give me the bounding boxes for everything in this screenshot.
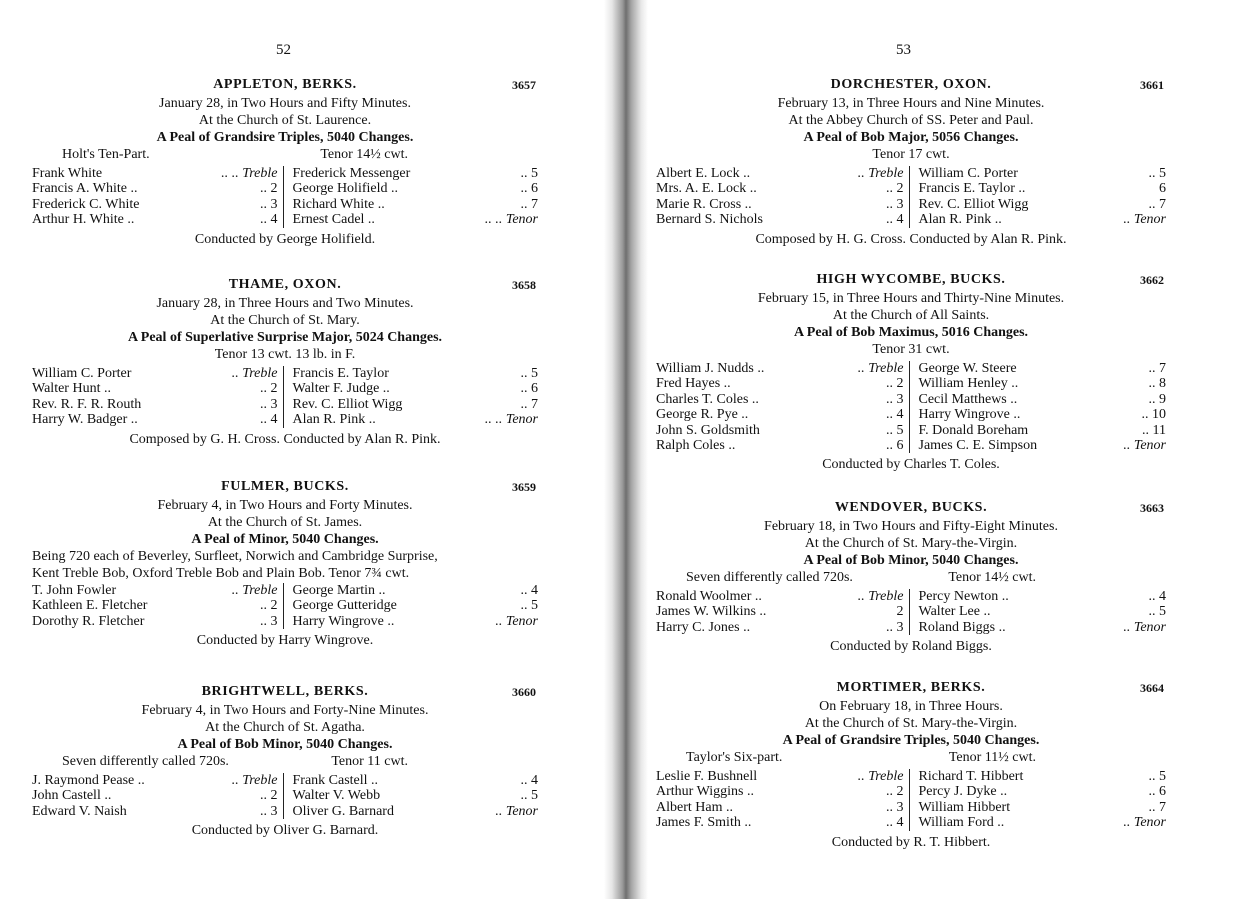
ringer-row	[919, 166, 1167, 181]
ringers-column	[284, 773, 539, 819]
ringer-name: Walter Lee ..	[918, 604, 991, 620]
peal-heading	[656, 680, 1166, 698]
left-page	[0, 0, 618, 899]
ringer-row	[919, 769, 1167, 784]
ringers-column	[656, 166, 910, 228]
peal-number: 3663	[1140, 501, 1164, 515]
ringer-name: Ronald Woolmer ..	[656, 589, 762, 604]
ringer-row	[32, 614, 278, 629]
ringer-bell: .. 10	[1141, 407, 1166, 423]
ringer-bell: .. 6	[520, 381, 538, 397]
peal-place: WENDOVER, BUCKS.	[834, 500, 988, 515]
ringer-name: Percy J. Dyke ..	[918, 784, 1008, 800]
ringer-name: John Castell ..	[32, 788, 112, 804]
tenor-weight: Tenor 11½ cwt.	[948, 750, 1036, 765]
ringer-row	[32, 366, 278, 381]
peal-date: February 18, in Two Hours and Fifty-Eight Minutes.	[764, 519, 1058, 534]
ringer-bell: .. 2	[886, 181, 904, 197]
ringer-bell: .. 3	[260, 803, 278, 819]
ringer-bell: .. 5	[1148, 604, 1166, 620]
ringer-name: Charles T. Coles ..	[656, 391, 759, 407]
methods-note: Being 720 each of Beverley, Surfleet, Norwich and Cambridge Surprise,	[32, 549, 438, 564]
conductor-line: Conducted by George Holifield.	[194, 231, 376, 247]
ringers-column	[910, 361, 1167, 453]
ringer-bell: .. 7	[520, 396, 538, 412]
ringer-row	[919, 438, 1167, 453]
ringer-row	[32, 412, 278, 427]
ringer-bell: .. 4	[886, 407, 904, 423]
ringer-row	[656, 166, 904, 181]
ringer-row	[656, 197, 904, 212]
ringer-name: Percy Newton ..	[918, 589, 1009, 604]
ringer-bell: .. 5	[1148, 769, 1166, 784]
tenor-weight: Tenor 11 cwt.	[331, 754, 408, 769]
ringer-row	[656, 800, 904, 815]
peal-title: A Peal of Bob Minor, 5040 Changes.	[803, 553, 1019, 568]
ringer-bell: .. Treble	[231, 366, 278, 381]
ringer-row	[32, 397, 278, 412]
ringers-list	[656, 166, 1166, 228]
ringer-row	[293, 788, 539, 803]
composition-note: Taylor's Six-part.	[686, 750, 783, 765]
ringer-bell: .. Tenor	[495, 803, 538, 819]
ringer-row	[656, 769, 904, 784]
peal-date: January 28, in Two Hours and Fifty Minutes.	[159, 96, 411, 111]
ringer-name: Walter V. Webb	[292, 788, 381, 804]
ringers-column	[656, 769, 910, 831]
ringer-row	[656, 423, 904, 438]
ringer-bell: 2	[896, 604, 904, 620]
peal-number: 3664	[1140, 681, 1164, 695]
peal-number: 3657	[512, 78, 536, 92]
ringers-list	[32, 366, 538, 428]
ringer-bell: .. 5	[520, 598, 538, 614]
ringer-row	[919, 407, 1167, 422]
ringer-row	[919, 423, 1167, 438]
ringer-name: Edward V. Naish	[32, 803, 127, 819]
ringer-name: Harry W. Badger ..	[32, 412, 138, 428]
peal-church: At the Church of St. Mary-the-Virgin.	[804, 536, 1018, 551]
ringer-bell: .. Treble	[857, 361, 904, 376]
peal-heading	[32, 77, 538, 95]
peal-number: 3658	[512, 278, 536, 292]
tenor-weight: Tenor 31 cwt.	[872, 342, 950, 357]
ringer-name: Frank White	[32, 166, 103, 181]
ringer-name: Walter F. Judge ..	[292, 381, 390, 397]
peal-church: At the Church of St. James.	[207, 515, 363, 530]
page-number: 53	[896, 42, 911, 58]
ringer-bell: .. Treble	[231, 773, 278, 788]
ringer-bell: .. 2	[260, 181, 278, 197]
ringer-row	[32, 181, 278, 196]
ringer-bell: .. 4	[260, 212, 278, 228]
ringers-column	[910, 769, 1167, 831]
ringer-name: Oliver G. Barnard	[292, 803, 394, 819]
ringer-name: Rev. R. F. R. Routh	[32, 396, 142, 412]
ringer-name: Richard White ..	[292, 196, 385, 212]
ringer-bell: .. Treble	[857, 166, 904, 181]
ringer-row	[656, 589, 904, 604]
ringer-row	[919, 589, 1167, 604]
conductor-line: Conducted by Charles T. Coles.	[822, 457, 1000, 473]
peal-heading	[656, 272, 1166, 290]
ringer-row	[919, 392, 1167, 407]
ringer-row	[32, 381, 278, 396]
tenor-weight: Tenor 13 cwt. 13 lb. in F.	[214, 347, 356, 362]
ringer-bell: .. .. Treble	[221, 166, 278, 181]
page-number: 52	[276, 42, 291, 58]
ringers-list	[656, 769, 1166, 831]
ringer-row	[32, 788, 278, 803]
peal-record	[32, 277, 538, 448]
ringer-bell: .. .. Tenor	[484, 212, 538, 228]
peal-place: HIGH WYCOMBE, BUCKS.	[816, 272, 1006, 287]
ringer-row	[293, 166, 539, 181]
ringer-name: Francis E. Taylor	[292, 366, 389, 381]
ringer-name: Kathleen E. Fletcher	[32, 598, 148, 614]
peal-heading	[32, 277, 538, 295]
peal-record	[32, 77, 538, 248]
peal-date: February 4, in Two Hours and Forty-Nine Minutes.	[141, 703, 429, 718]
ringer-row	[656, 604, 904, 619]
ringers-column	[284, 583, 539, 629]
ringer-name: Arthur Wiggins ..	[656, 784, 754, 800]
ringer-name: Roland Biggs ..	[918, 619, 1006, 635]
peal-number: 3662	[1140, 273, 1164, 287]
conductor-line: Conducted by Oliver G. Barnard.	[191, 823, 379, 839]
ringer-name: Albert E. Lock ..	[656, 166, 751, 181]
ringer-bell: .. 5	[1148, 166, 1166, 181]
ringer-row	[32, 804, 278, 819]
ringers-column	[910, 166, 1167, 228]
ringer-row	[919, 604, 1167, 619]
ringer-bell: .. 9	[1148, 391, 1166, 407]
ringer-bell: .. 7	[520, 196, 538, 212]
peal-heading	[32, 479, 538, 497]
ringer-bell: .. 5	[886, 422, 904, 438]
ringer-bell: .. 4	[520, 773, 538, 788]
ringer-row	[32, 166, 278, 181]
ringer-row	[32, 598, 278, 613]
ringer-name: Bernard S. Nichols	[656, 212, 763, 228]
peal-place: MORTIMER, BERKS.	[836, 680, 986, 695]
peal-title: A Peal of Bob Minor, 5040 Changes.	[177, 737, 393, 752]
ringer-bell: .. Treble	[857, 589, 904, 604]
ringer-name: Frederick Messenger	[292, 166, 411, 181]
ringer-bell: .. 4	[260, 412, 278, 428]
peal-heading	[32, 684, 538, 702]
peal-church: At the Church of All Saints.	[832, 308, 990, 323]
ringer-bell: .. 5	[520, 788, 538, 804]
ringers-list	[32, 583, 538, 629]
ringer-row	[32, 773, 278, 788]
ringer-row	[32, 197, 278, 212]
ringer-name: George R. Pye ..	[656, 407, 749, 423]
peal-meta	[32, 147, 538, 163]
peal-record	[32, 479, 538, 649]
ringer-name: Francis E. Taylor ..	[918, 181, 1026, 197]
ringer-row	[919, 620, 1167, 635]
ringer-name: Arthur H. White ..	[32, 212, 135, 228]
peal-church: At the Abbey Church of SS. Peter and Paul.	[788, 113, 1034, 128]
ringers-column	[32, 366, 284, 428]
peal-number: 3660	[512, 685, 536, 699]
composition-note: Holt's Ten-Part.	[62, 147, 150, 162]
ringer-name: Walter Hunt ..	[32, 381, 111, 397]
ringer-bell: .. 4	[520, 583, 538, 598]
ringers-column	[656, 361, 910, 453]
ringers-list	[656, 589, 1166, 635]
ringer-row	[293, 804, 539, 819]
peal-record	[656, 500, 1166, 655]
ringer-name: Rev. C. Elliot Wigg	[918, 196, 1029, 212]
peal-heading	[656, 77, 1166, 95]
ringer-bell: .. .. Tenor	[484, 412, 538, 428]
peal-title: A Peal of Grandsire Triples, 5040 Changes.	[782, 733, 1040, 748]
ringer-bell: .. 3	[886, 799, 904, 815]
ringer-bell: .. Tenor	[495, 613, 538, 629]
ringer-bell: .. Tenor	[1123, 619, 1166, 635]
ringer-row	[656, 376, 904, 391]
ringer-row	[656, 620, 904, 635]
methods-note: Kent Treble Bob, Oxford Treble Bob and Plain Bob. Tenor 7¾ cwt.	[32, 566, 410, 581]
ringers-column	[910, 589, 1167, 635]
ringer-row	[293, 381, 539, 396]
ringer-row	[293, 181, 539, 196]
tenor-weight: Tenor 14½ cwt.	[948, 570, 1036, 585]
peal-record	[656, 680, 1166, 851]
peal-title: A Peal of Grandsire Triples, 5040 Changes.	[156, 130, 414, 145]
ringer-name: F. Donald Boreham	[918, 422, 1029, 438]
peal-date: February 13, in Three Hours and Nine Minutes.	[777, 96, 1045, 111]
conductor-line: Conducted by Harry Wingrove.	[196, 633, 374, 649]
composition-note: Seven differently called 720s.	[62, 754, 229, 769]
ringer-row	[656, 181, 904, 196]
ringer-bell: .. 7	[1148, 799, 1166, 815]
ringer-name: William Ford ..	[918, 815, 1005, 831]
ringer-row	[656, 407, 904, 422]
ringer-name: Rev. C. Elliot Wigg	[292, 396, 403, 412]
peal-place: DORCHESTER, OXON.	[830, 77, 992, 92]
peal-date: On February 18, in Three Hours.	[819, 699, 1003, 714]
peal-record	[656, 272, 1166, 473]
ringer-row	[293, 366, 539, 381]
peal-meta	[656, 570, 1166, 586]
ringer-row	[293, 212, 539, 227]
ringers-column	[32, 773, 284, 819]
ringer-bell: .. 3	[260, 396, 278, 412]
peal-meta	[32, 347, 538, 363]
ringer-name: Francis A. White ..	[32, 181, 138, 197]
ringer-name: Cecil Matthews ..	[918, 391, 1018, 407]
peal-place: FULMER, BUCKS.	[221, 479, 349, 494]
ringer-name: Richard T. Hibbert	[918, 769, 1024, 784]
ringer-name: Harry C. Jones ..	[656, 619, 751, 635]
ringer-row	[656, 784, 904, 799]
ringers-list	[32, 773, 538, 819]
peal-number: 3659	[512, 480, 536, 494]
peal-record	[656, 77, 1166, 248]
peal-meta	[656, 750, 1166, 766]
peal-church: At the Church of St. Agatha.	[205, 720, 365, 735]
ringer-row	[919, 197, 1167, 212]
right-page	[632, 0, 1250, 899]
peal-date: January 28, in Three Hours and Two Minutes.	[156, 296, 414, 311]
ringer-name: James W. Wilkins ..	[656, 604, 767, 620]
tenor-weight: Tenor 17 cwt.	[872, 147, 950, 162]
ringer-name: William J. Nudds ..	[656, 361, 765, 376]
peal-place: THAME, OXON.	[228, 277, 342, 292]
ringer-name: George W. Steere	[918, 361, 1017, 376]
ringer-bell: .. 3	[886, 619, 904, 635]
ringer-bell: .. 7	[1148, 361, 1166, 376]
ringer-bell: .. 8	[1148, 376, 1166, 392]
composition-note: Seven differently called 720s.	[686, 570, 853, 585]
ringer-name: Frederick C. White	[32, 196, 140, 212]
ringer-bell: .. Tenor	[1123, 212, 1166, 228]
ringer-name: J. Raymond Pease ..	[32, 773, 145, 788]
ringer-name: James C. E. Simpson	[918, 437, 1038, 453]
ringer-bell: .. 3	[260, 196, 278, 212]
ringer-name: George Holifield ..	[292, 181, 398, 197]
ringer-name: Harry Wingrove ..	[918, 407, 1021, 423]
peal-church: At the Church of St. Laurence.	[198, 113, 372, 128]
ringer-name: Frank Castell ..	[292, 773, 379, 788]
ringer-bell: .. 11	[1142, 422, 1166, 438]
peal-title: A Peal of Superlative Surprise Major, 5024 Changes.	[127, 330, 443, 345]
ringer-bell: .. 2	[886, 784, 904, 800]
ringer-row	[656, 392, 904, 407]
peal-number: 3661	[1140, 78, 1164, 92]
peal-meta	[656, 342, 1166, 358]
ringer-row	[656, 438, 904, 453]
ringer-name: William Hibbert	[918, 799, 1011, 815]
ringer-name: Harry Wingrove ..	[292, 613, 395, 629]
ringer-name: John S. Goldsmith	[656, 422, 760, 438]
ringer-row	[656, 212, 904, 227]
ringers-list	[656, 361, 1166, 453]
ringers-column	[284, 366, 539, 428]
ringer-name: George Gutteridge	[292, 598, 397, 614]
peal-heading	[656, 500, 1166, 518]
ringer-bell: .. 2	[260, 598, 278, 614]
peal-place: APPLETON, BERKS.	[213, 77, 357, 92]
ringer-name: Fred Hayes ..	[656, 376, 731, 392]
ringer-row	[293, 197, 539, 212]
peal-church: At the Church of St. Mary.	[210, 313, 360, 328]
ringers-column	[32, 583, 284, 629]
ringer-name: James F. Smith ..	[656, 815, 752, 831]
ringer-row	[293, 412, 539, 427]
ringer-row	[919, 212, 1167, 227]
ringer-name: Marie R. Cross ..	[656, 196, 752, 212]
ringer-row	[919, 784, 1167, 799]
peal-title: A Peal of Bob Major, 5056 Changes.	[803, 130, 1019, 145]
peal-title: A Peal of Bob Maximus, 5016 Changes.	[793, 325, 1029, 340]
peal-church: At the Church of St. Mary-the-Virgin.	[804, 716, 1018, 731]
ringer-bell: .. 4	[1148, 589, 1166, 604]
ringer-bell: .. Treble	[857, 769, 904, 784]
ringer-name: George Martin ..	[292, 583, 386, 598]
ringer-bell: .. 2	[886, 376, 904, 392]
peal-meta	[656, 147, 1166, 163]
ringer-bell: .. 2	[260, 381, 278, 397]
ringer-row	[919, 800, 1167, 815]
ringer-name: Alan R. Pink ..	[292, 412, 376, 428]
ringer-name: Alan R. Pink ..	[918, 212, 1002, 228]
ringer-bell: .. Tenor	[1123, 437, 1166, 453]
ringer-bell: 6	[1159, 181, 1166, 197]
ringer-row	[919, 376, 1167, 391]
ringer-bell: .. 6	[1148, 784, 1166, 800]
ringer-row	[919, 361, 1167, 376]
ringer-row	[656, 815, 904, 830]
conductor-line: Composed by H. G. Cross. Conducted by Alan R. Pink.	[755, 231, 1067, 247]
ringer-bell: .. 7	[1148, 196, 1166, 212]
ringer-name: William Henley ..	[918, 376, 1019, 392]
ringers-list	[32, 166, 538, 228]
peal-date: February 4, in Two Hours and Forty Minutes.	[157, 498, 413, 513]
ringer-row	[293, 773, 539, 788]
peal-meta	[32, 754, 538, 770]
peal-date: February 15, in Three Hours and Thirty-Nine Minutes.	[757, 291, 1065, 306]
conductor-line: Conducted by Roland Biggs.	[830, 639, 992, 655]
ringer-bell: .. 6	[886, 437, 904, 453]
ringer-name: William C. Porter	[918, 166, 1018, 181]
ringer-bell: .. Tenor	[1123, 815, 1166, 831]
peal-place: BRIGHTWELL, BERKS.	[201, 684, 369, 699]
ringer-bell: .. Treble	[231, 583, 278, 598]
ringer-name: Dorothy R. Fletcher	[32, 613, 145, 629]
ringer-name: Albert Ham ..	[656, 799, 733, 815]
conductor-line: Conducted by R. T. Hibbert.	[831, 834, 991, 850]
ringer-row	[32, 212, 278, 227]
ringer-bell: .. 6	[520, 181, 538, 197]
ringer-row	[919, 815, 1167, 830]
ringer-row	[293, 583, 539, 598]
ringer-bell: .. 3	[886, 196, 904, 212]
ringer-bell: .. 5	[520, 366, 538, 381]
ringer-bell: .. 5	[520, 166, 538, 181]
peal-record	[32, 684, 538, 839]
ringer-bell: .. 4	[886, 212, 904, 228]
tenor-weight: Tenor 14½ cwt.	[320, 147, 408, 162]
ringer-name: Leslie F. Bushnell	[656, 769, 758, 784]
ringer-row	[293, 614, 539, 629]
ringer-name: William C. Porter	[32, 366, 132, 381]
ringers-column	[284, 166, 539, 228]
ringer-row	[293, 397, 539, 412]
ringer-name: T. John Fowler	[32, 583, 117, 598]
ringer-bell: .. 4	[886, 815, 904, 831]
ringer-row	[32, 583, 278, 598]
ringer-row	[293, 598, 539, 613]
ringer-row	[919, 181, 1167, 196]
ringer-name: Ralph Coles ..	[656, 437, 736, 453]
ringers-column	[32, 166, 284, 228]
conductor-line: Composed by G. H. Cross. Conducted by Alan R. Pink.	[129, 431, 441, 447]
ringer-bell: .. 3	[260, 613, 278, 629]
ringer-name: Ernest Cadel ..	[292, 212, 375, 228]
ringer-bell: .. 2	[260, 788, 278, 804]
ringer-row	[656, 361, 904, 376]
peal-title: A Peal of Minor, 5040 Changes.	[191, 532, 379, 547]
ringers-column	[656, 589, 910, 635]
ringer-bell: .. 3	[886, 391, 904, 407]
ringer-name: Mrs. A. E. Lock ..	[656, 181, 757, 197]
